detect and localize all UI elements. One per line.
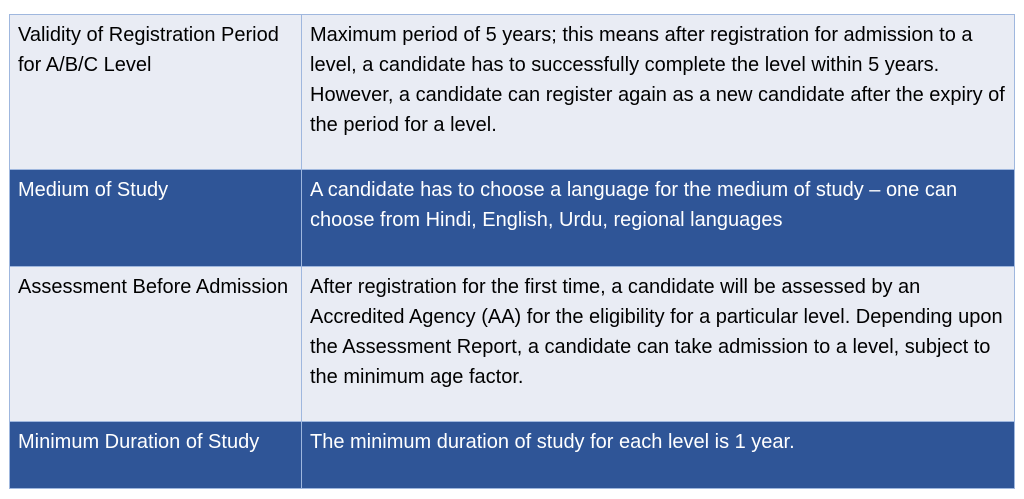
row-description: The minimum duration of study for each level is 1 year. xyxy=(302,422,1015,489)
row-label: Assessment Before Admission xyxy=(10,267,302,422)
table-row xyxy=(10,15,1015,170)
info-table xyxy=(9,14,1015,489)
row-label: Medium of Study xyxy=(10,170,302,267)
row-label: Minimum Duration of Study xyxy=(10,422,302,489)
row-description: Maximum period of 5 years; this means after registration for admission to a level, a candidate has to successfully complete the level within 5 years. However, a candidate can register again as a new candidate after the expiry of the period for a level. xyxy=(302,15,1015,170)
row-label: Validity of Registration Period for A/B/C Level xyxy=(10,15,302,170)
info-table-container xyxy=(9,14,1014,489)
row-description: After registration for the first time, a candidate will be assessed by an Accredited Agency (AA) for the eligibility for a particular level. Depending upon the Assessment Report, a candidate can take admission to a level, subject to the minimum age factor. xyxy=(302,267,1015,422)
table-row xyxy=(10,422,1015,489)
table-row xyxy=(10,267,1015,422)
row-description: A candidate has to choose a language for the medium of study – one can choose from Hindi, English, Urdu, regional languages xyxy=(302,170,1015,267)
table-row xyxy=(10,170,1015,267)
